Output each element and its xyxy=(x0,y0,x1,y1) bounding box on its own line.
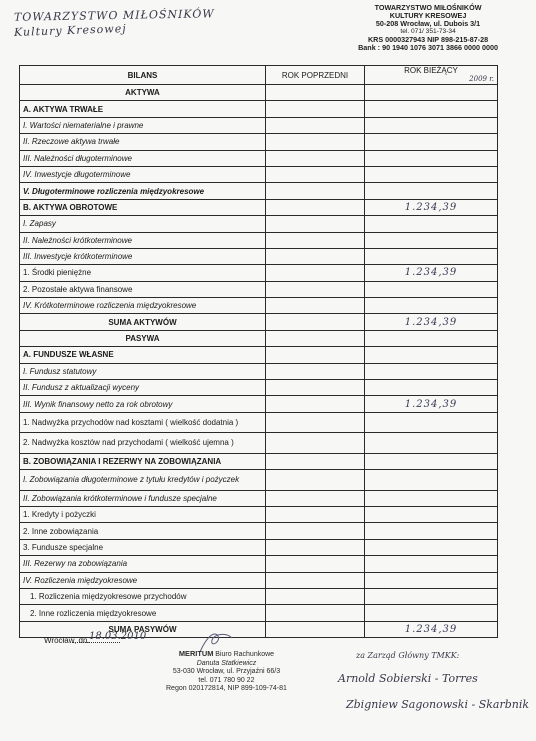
previous-year-cell xyxy=(266,589,365,605)
row-label: II. Zobowiązania krótkoterminowe i fundusze specjalne xyxy=(20,490,266,506)
current-year-value: 1.234,39 xyxy=(404,624,458,636)
table-row xyxy=(20,298,498,314)
stamp-line-4: tel. 071/ 351-73-34 xyxy=(400,28,456,35)
previous-year-cell xyxy=(266,621,365,637)
header-previous-year: ROK POPRZEDNI xyxy=(266,66,365,85)
previous-year-cell xyxy=(266,117,365,133)
table-row xyxy=(20,199,498,215)
row-label: B. ZOBOWIĄZANIA I REZERWY NA ZOBOWIĄZANIA xyxy=(20,453,266,469)
table-row xyxy=(20,232,498,248)
previous-year-cell xyxy=(266,556,365,572)
place-label: Wrocław, dn. xyxy=(44,636,90,645)
balance-sheet-table xyxy=(19,65,498,638)
current-year-cell xyxy=(365,150,498,166)
previous-year-cell xyxy=(266,523,365,539)
table-row xyxy=(20,396,498,412)
row-label: 1. Nadwyżka przychodów nad kosztami ( wielkość dodatnia ) xyxy=(20,412,266,433)
previous-year-cell xyxy=(266,134,365,150)
table-row xyxy=(20,150,498,166)
handwritten-org-name: TOWARZYSTWO MIŁOŚNIKÓW xyxy=(13,7,215,24)
table-row xyxy=(20,281,498,297)
previous-year-cell xyxy=(266,183,365,199)
stamp-line-3: 50-208 Wrocław, ul. Dubois 3/1 xyxy=(375,19,481,28)
previous-year-cell xyxy=(266,166,365,182)
office-owner: Danuta Statkiewicz xyxy=(196,659,257,667)
previous-year-cell xyxy=(266,412,365,433)
board-label: za Zarząd Główny TMKK: xyxy=(356,651,460,660)
previous-year-cell xyxy=(266,605,365,621)
table-row xyxy=(20,380,498,396)
current-year-cell xyxy=(365,523,498,539)
previous-year-cell xyxy=(266,539,365,555)
previous-year-cell xyxy=(266,314,365,330)
row-label: I. Zapasy xyxy=(20,216,266,232)
current-year-cell xyxy=(365,621,498,637)
previous-year-cell xyxy=(266,150,365,166)
row-label: III. Rezerwy na zobowiązania xyxy=(20,556,266,572)
table-row xyxy=(20,589,498,605)
table-row xyxy=(20,523,498,539)
organization-stamp xyxy=(358,4,498,52)
table-row xyxy=(20,605,498,621)
table-row xyxy=(20,330,498,346)
table-row xyxy=(20,556,498,572)
header-current-year-label: ROK BIEŻĄCY xyxy=(404,66,458,75)
header-current-year xyxy=(365,66,498,85)
current-year-cell xyxy=(365,433,498,454)
row-label: 2. Pozostałe aktywa finansowe xyxy=(20,281,266,297)
stamp-line-1: TOWARZYSTWO MIŁOŚNIKÓW xyxy=(374,3,482,12)
handwritten-org-subname: Kultury Kresowej xyxy=(13,22,127,39)
previous-year-cell xyxy=(266,470,365,491)
previous-year-cell xyxy=(266,347,365,363)
current-year-cell xyxy=(365,539,498,555)
table-row xyxy=(20,248,498,264)
table-row xyxy=(20,470,498,491)
row-label: 3. Fundusze specjalne xyxy=(20,539,266,555)
row-label: 1. Rozliczenia międzyokresowe przychodów xyxy=(20,589,266,605)
row-label: 2. Inne rozliczenia międzyokresowe xyxy=(20,605,266,621)
table-row xyxy=(20,433,498,454)
current-year-cell xyxy=(365,314,498,330)
current-year-cell xyxy=(365,134,498,150)
table-row xyxy=(20,265,498,281)
stamp-line-2: KULTURY KRESOWEJ xyxy=(389,11,467,20)
table-row xyxy=(20,539,498,555)
current-year-cell xyxy=(365,281,498,297)
table-row xyxy=(20,490,498,506)
previous-year-cell xyxy=(266,216,365,232)
row-label: 1. Środki pieniężne xyxy=(20,265,266,281)
row-label: IV. Inwestycje długoterminowe xyxy=(20,166,266,182)
previous-year-cell xyxy=(266,396,365,412)
table-row xyxy=(20,85,498,101)
date-value: 18.03.2010 xyxy=(89,631,147,642)
current-year-cell xyxy=(365,605,498,621)
row-label: SUMA AKTYWÓW xyxy=(20,314,266,330)
previous-year-cell xyxy=(266,433,365,454)
table-row xyxy=(20,507,498,523)
row-label: I. Fundusz statutowy xyxy=(20,363,266,379)
current-year-cell xyxy=(365,470,498,491)
date-dotted-line xyxy=(72,642,120,643)
office-regon: Regon 020172814, NIP 899-109-74-81 xyxy=(166,685,287,693)
previous-year-cell xyxy=(266,265,365,281)
previous-year-cell xyxy=(266,453,365,469)
office-name-rest: Biuro Rachunkowe xyxy=(213,651,275,658)
current-year-cell xyxy=(365,589,498,605)
row-label: V. Długoterminowe rozliczenia międzyokresowe xyxy=(20,183,266,199)
row-label: 2. Inne zobowiązania xyxy=(20,523,266,539)
current-year-cell xyxy=(365,380,498,396)
current-year-cell xyxy=(365,412,498,433)
row-label: 2. Nadwyżka kosztów nad przychodami ( wielkość ujemna ) xyxy=(20,433,266,454)
current-year-cell xyxy=(365,183,498,199)
current-year-cell xyxy=(365,556,498,572)
previous-year-cell xyxy=(266,380,365,396)
signature-1: Arnold Sobierski - Torres xyxy=(338,672,478,685)
header-current-year-note: 2009 r. xyxy=(469,75,494,83)
current-year-cell xyxy=(365,248,498,264)
table-row xyxy=(20,412,498,433)
current-year-cell xyxy=(365,166,498,182)
office-address: 53-030 Wrocław, ul. Przyjaźni 66/3 xyxy=(172,668,281,676)
accounting-office-stamp xyxy=(166,650,287,694)
current-year-cell xyxy=(365,572,498,588)
table-row xyxy=(20,363,498,379)
previous-year-cell xyxy=(266,85,365,101)
row-label: PASYWA xyxy=(20,330,266,346)
table-row xyxy=(20,183,498,199)
current-year-cell xyxy=(365,330,498,346)
table-row xyxy=(20,572,498,588)
row-label: A. AKTYWA TRWAŁE xyxy=(20,101,266,117)
row-label: 1. Kredyty i pożyczki xyxy=(20,507,266,523)
row-label: II. Należności krótkoterminowe xyxy=(20,232,266,248)
row-label: II. Rzeczowe aktywa trwałe xyxy=(20,134,266,150)
previous-year-cell xyxy=(266,490,365,506)
table-row xyxy=(20,314,498,330)
row-label: III. Wynik finansowy netto za rok obrotowy xyxy=(20,396,266,412)
current-year-value: 1.234,39 xyxy=(404,267,458,279)
previous-year-cell xyxy=(266,281,365,297)
current-year-cell xyxy=(365,199,498,215)
current-year-cell xyxy=(365,232,498,248)
stamp-line-6: Bank : 90 1940 1076 3071 3866 0000 0000 xyxy=(358,43,498,52)
row-label: AKTYWA xyxy=(20,85,266,101)
office-name-bold: MERITUM xyxy=(178,649,214,658)
header-bilans: BILANS xyxy=(20,66,266,85)
current-year-cell xyxy=(365,298,498,314)
row-label: A. FUNDUSZE WŁASNE xyxy=(20,347,266,363)
row-label: II. Fundusz z aktualizacji wyceny xyxy=(20,380,266,396)
previous-year-cell xyxy=(266,298,365,314)
signature-2: Zbigniew Sagonowski - Skarbnik xyxy=(346,698,530,711)
current-year-cell xyxy=(365,347,498,363)
previous-year-cell xyxy=(266,199,365,215)
row-label: III. Należności długoterminowe xyxy=(20,150,266,166)
previous-year-cell xyxy=(266,232,365,248)
current-year-cell xyxy=(365,453,498,469)
current-year-cell xyxy=(365,85,498,101)
table-row xyxy=(20,453,498,469)
current-year-cell xyxy=(365,363,498,379)
current-year-cell xyxy=(365,507,498,523)
table-row xyxy=(20,216,498,232)
current-year-cell xyxy=(365,265,498,281)
current-year-cell xyxy=(365,396,498,412)
previous-year-cell xyxy=(266,330,365,346)
previous-year-cell xyxy=(266,101,365,117)
table-row xyxy=(20,166,498,182)
table-header-row xyxy=(20,66,498,85)
table-row xyxy=(20,134,498,150)
current-year-cell xyxy=(365,101,498,117)
current-year-value: 1.234,39 xyxy=(404,316,458,328)
previous-year-cell xyxy=(266,572,365,588)
office-phone: tel. 071 780 90 22 xyxy=(198,676,255,684)
current-year-cell xyxy=(365,117,498,133)
table-row xyxy=(20,117,498,133)
stamp-line-5: KRS 0000327943 NIP 898-215-87-28 xyxy=(367,35,489,44)
row-label: B. AKTYWA OBROTOWE xyxy=(20,199,266,215)
previous-year-cell xyxy=(266,363,365,379)
row-label: I. Zobowiązania długoterminowe z tytułu kredytów i pożyczek xyxy=(20,470,266,491)
current-year-value: 1.234,39 xyxy=(404,398,458,410)
current-year-value: 1.234,39 xyxy=(404,201,458,213)
row-label: I. Wartości niematerialne i prawne xyxy=(20,117,266,133)
table-row xyxy=(20,347,498,363)
current-year-cell xyxy=(365,490,498,506)
row-label: IV. Rozliczenia międzyokresowe xyxy=(20,572,266,588)
previous-year-cell xyxy=(266,507,365,523)
row-label: SUMA PASYWÓW xyxy=(20,621,266,637)
row-label: IV. Krótkoterminowe rozliczenia międzyokresowe xyxy=(20,298,266,314)
current-year-cell xyxy=(365,216,498,232)
table-row xyxy=(20,101,498,117)
row-label: III. Inwestycje krótkoterminowe xyxy=(20,248,266,264)
previous-year-cell xyxy=(266,248,365,264)
